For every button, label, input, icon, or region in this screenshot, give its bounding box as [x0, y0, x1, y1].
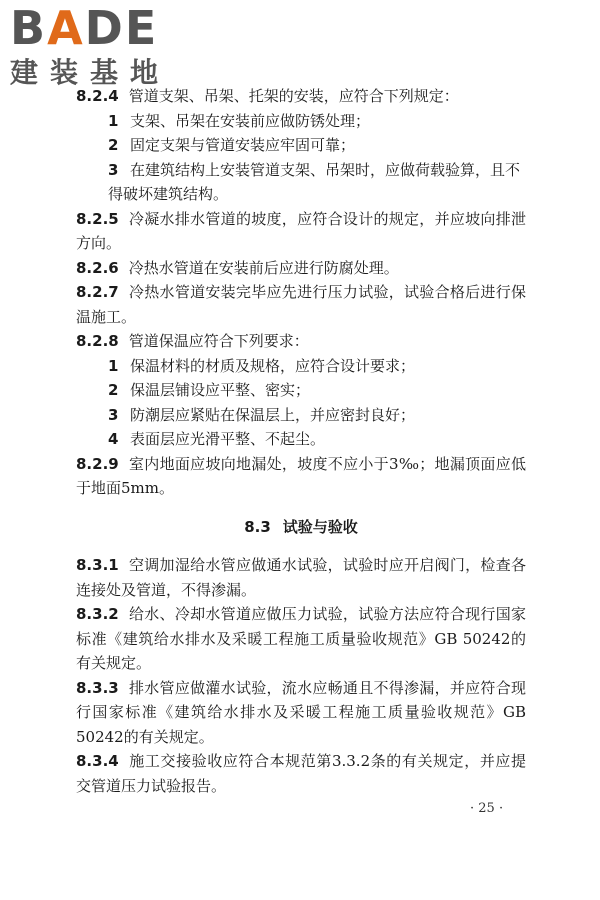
clause-number: 8.3.4 — [76, 752, 119, 770]
clause-text: 空调加湿给水管应做通水试验，试验时应开启阀门，检查各连接处及管道，不得渗漏。 — [76, 556, 526, 599]
item-number: 2 — [108, 381, 119, 399]
bade-logo — [10, 2, 180, 90]
section-heading — [76, 515, 526, 540]
item-number: 2 — [108, 136, 119, 154]
clause-number: 8.2.4 — [76, 87, 119, 105]
clause-number: 8.2.7 — [76, 283, 119, 301]
list-item — [76, 427, 526, 452]
list-item — [76, 133, 526, 158]
clause-8-2-9 — [76, 452, 526, 501]
item-text: 固定支架与管道安装应牢固可靠； — [130, 136, 356, 154]
clause-8-3-2 — [76, 602, 526, 676]
logo-cjk-text: 建装基地 — [10, 56, 171, 89]
clause-number: 8.3.1 — [76, 556, 119, 574]
list-item — [76, 378, 526, 403]
item-text: 防潮层应紧贴在保温层上，并应密封良好； — [130, 405, 416, 424]
section-title: 试验与验收 — [282, 517, 358, 536]
section-number: 8.3 — [244, 517, 271, 536]
clause-number: 8.3.3 — [76, 678, 119, 697]
clause-8-2-8 — [76, 329, 526, 354]
clause-text: 冷热水管道安装完毕应先进行压力试验，试验合格后进行保温施工。 — [76, 283, 526, 326]
item-number: 3 — [108, 160, 119, 179]
clause-number: 8.2.6 — [76, 258, 119, 277]
item-text: 保温材料的材质及规格，应符合设计要求； — [130, 356, 416, 375]
item-text: 在建筑结构上安装管道支架、吊架时，应做荷载验算，且不得破坏建筑结构。 — [108, 160, 521, 203]
clause-8-3-1 — [76, 553, 526, 602]
clause-text: 管道保温应符合下列要求： — [128, 332, 309, 350]
clause-text: 管道支架、吊架、托架的安装，应符合下列规定： — [128, 87, 459, 105]
clause-text: 施工交接验收应符合本规范第3.3.2条的有关规定，并应提交管道压力试验报告。 — [76, 752, 526, 795]
list-item — [76, 109, 526, 134]
clause-text: 室内地面应坡向地漏处，坡度不应小于3‰；地漏顶面应低于地面5mm。 — [76, 454, 526, 497]
logo-letter-b: B — [10, 1, 48, 55]
list-item — [76, 403, 526, 428]
item-number: 1 — [108, 356, 119, 375]
clause-8-2-4 — [76, 84, 526, 109]
item-number: 4 — [108, 430, 119, 448]
page-number: · 25 · — [470, 801, 504, 816]
clause-8-3-4 — [76, 749, 526, 798]
clause-text: 给水、冷却水管道应做压力试验，试验方法应符合现行国家标准《建筑给水排水及采暖工程施工质量验收规范》GB 50242的有关规定。 — [76, 605, 526, 672]
item-text: 支架、吊架在安装前应做防锈处理； — [130, 111, 371, 130]
clause-8-2-7 — [76, 280, 526, 329]
clause-8-2-6 — [76, 256, 526, 281]
item-text: 表面层应光滑平整、不起尘。 — [130, 430, 326, 448]
logo-letters-de: DE — [84, 1, 159, 55]
list-item — [76, 158, 526, 207]
logo-letter-a: A — [47, 1, 85, 55]
clause-number: 8.2.9 — [76, 454, 119, 473]
item-number: 1 — [108, 111, 119, 130]
clause-text: 冷热水管道在安装前后应进行防腐处理。 — [128, 258, 399, 277]
clause-number: 8.3.2 — [76, 605, 119, 623]
document-body — [76, 84, 526, 798]
list-item — [76, 354, 526, 379]
logo-wordmark — [10, 2, 180, 54]
clause-number: 8.2.5 — [76, 209, 119, 228]
clause-8-3-3 — [76, 676, 526, 750]
clause-text: 排水管应做灌水试验，流水应畅通且不得渗漏，并应符合现行国家标准《建筑给水排水及采暖工程施工质量验收规范》GB 50242的有关规定。 — [76, 678, 526, 746]
clause-text: 冷凝水排水管道的坡度，应符合设计的规定，并应坡向排泄方向。 — [76, 209, 526, 252]
clause-8-2-5 — [76, 207, 526, 256]
item-number: 3 — [108, 405, 119, 424]
clause-number: 8.2.8 — [76, 332, 119, 350]
item-text: 保温层铺设应平整、密实； — [130, 381, 311, 399]
